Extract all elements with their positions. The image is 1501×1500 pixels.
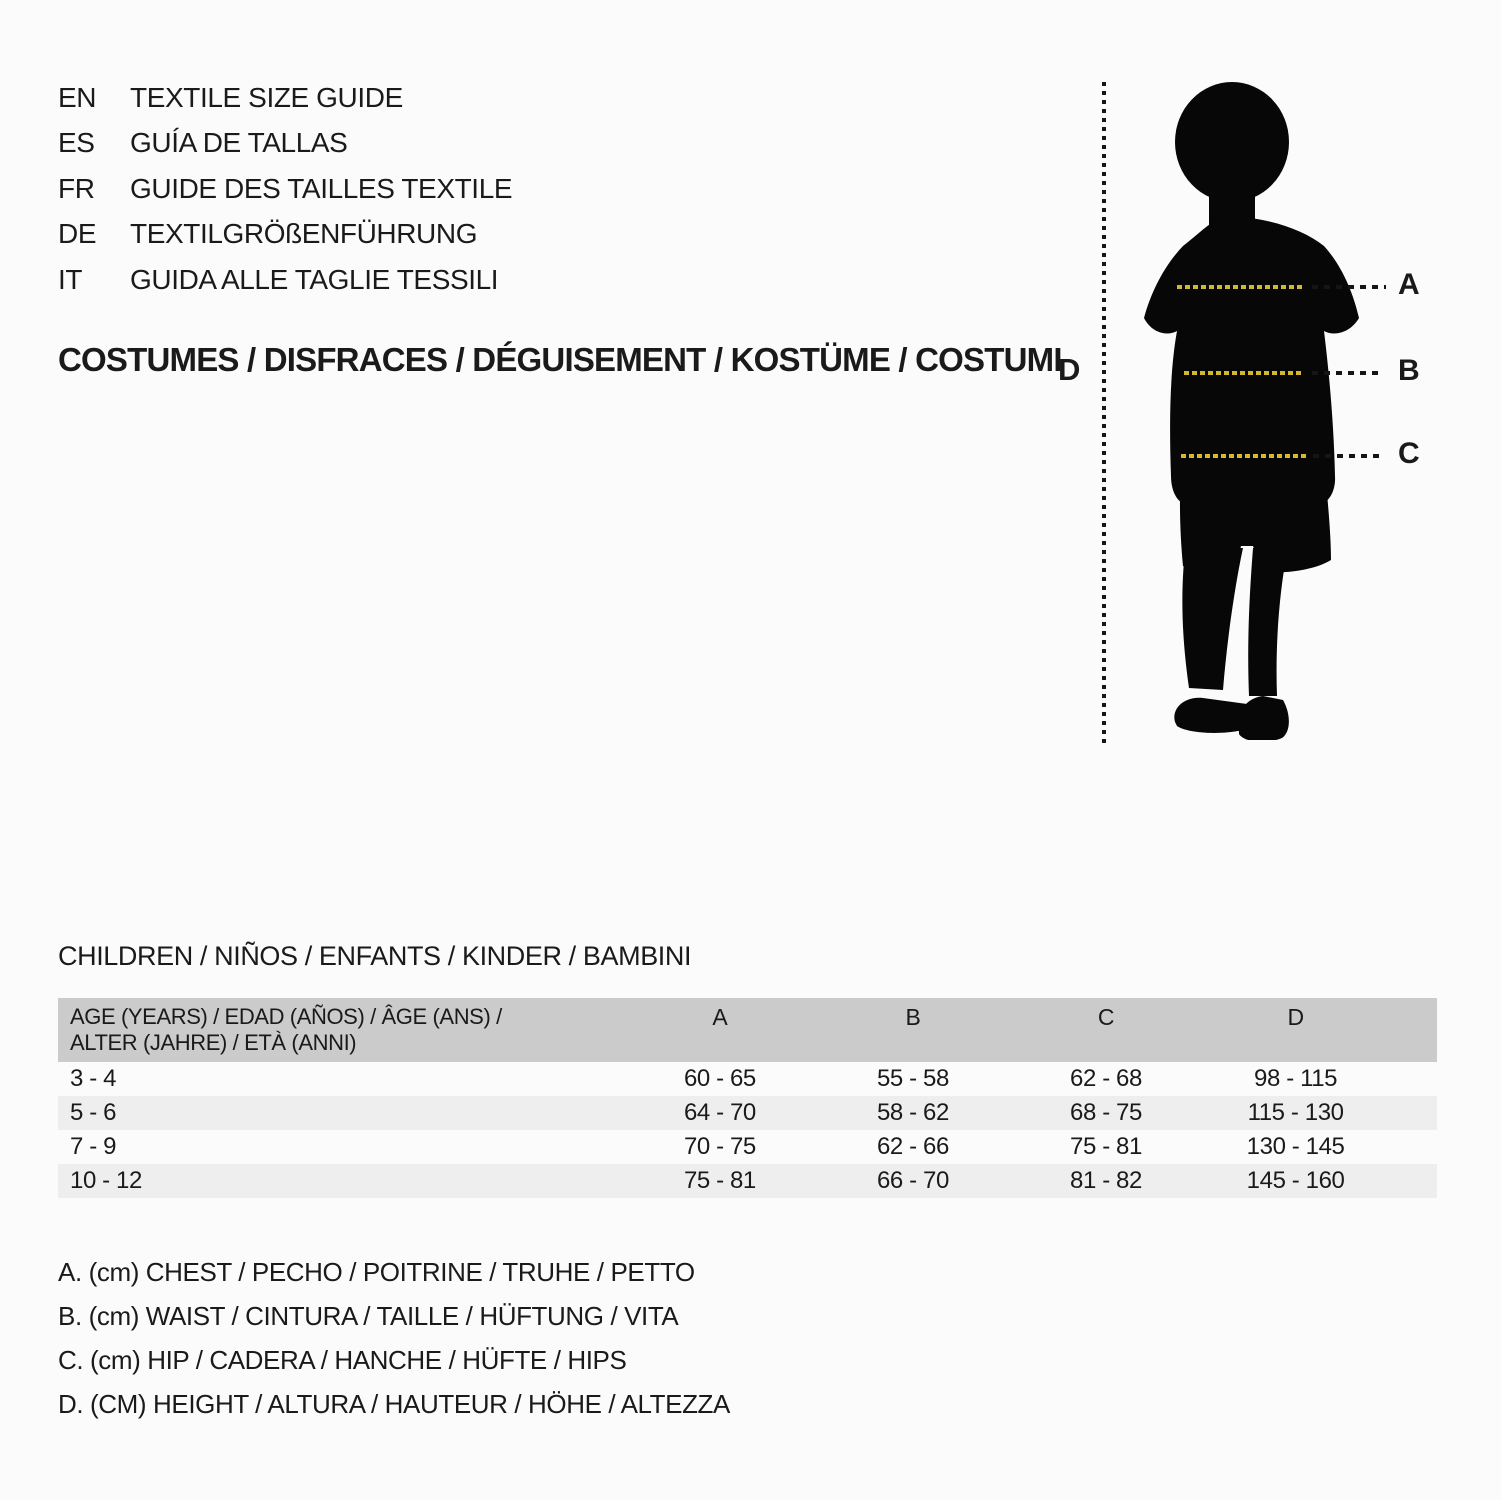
height-cell: 115 - 130 [1247, 1099, 1344, 1126]
language-title-list [58, 75, 512, 303]
table-header-row [58, 998, 1437, 1062]
row-spacer [1389, 1164, 1437, 1198]
language-code: EN [58, 81, 97, 113]
age-cell: 7 - 9 [70, 1133, 117, 1160]
age-cell: 3 - 4 [70, 1065, 117, 1092]
hip-cell: 62 - 68 [1070, 1065, 1142, 1092]
language-code: FR [58, 172, 95, 204]
guide-title-de: TEXTILGRÖßENFÜHRUNG [130, 218, 478, 250]
row-spacer [1389, 1096, 1437, 1130]
legend-hip: C. (cm) HIP / CADERA / HANCHE / HÜFTE / HIPS [58, 1345, 627, 1375]
chest-cell: 60 - 65 [683, 1065, 756, 1092]
table-row [58, 1062, 1437, 1096]
language-row-it [58, 257, 512, 303]
height-dotted-line [1102, 82, 1106, 745]
waist-dotted-leader [1312, 371, 1383, 375]
silhouette-left-leg [1182, 548, 1243, 690]
header-spacer [1389, 998, 1437, 1062]
silhouette-right-leg [1248, 548, 1287, 696]
age-column-header [58, 998, 623, 1062]
age-header-line1: AGE (YEARS) / EDAD (AÑOS) / ÂGE (ANS) / [70, 1004, 502, 1029]
column-header-b: B [905, 1004, 921, 1030]
column-header-a: A [712, 1004, 728, 1030]
language-code: DE [58, 218, 97, 250]
guide-title-en: TEXTILE SIZE GUIDE [130, 81, 403, 113]
waist-cell: 66 - 70 [876, 1167, 949, 1194]
language-row-es [58, 121, 512, 167]
waist-cell: 62 - 66 [876, 1133, 949, 1160]
measure-label-b: B [1398, 354, 1420, 387]
guide-title-it: GUIDA ALLE TAGLIE TESSILI [130, 263, 499, 295]
chest-cell: 70 - 75 [683, 1133, 756, 1160]
row-spacer [1389, 1130, 1437, 1164]
legend-waist: B. (cm) WAIST / CINTURA / TAILLE / HÜFTUNG / VITA [58, 1301, 679, 1331]
table-row [58, 1096, 1437, 1130]
silhouette-torso-arms [1144, 216, 1359, 505]
hip-cell: 68 - 75 [1070, 1099, 1142, 1126]
chest-dash-line [1177, 285, 1304, 289]
measure-legend [58, 1250, 730, 1426]
language-code: IT [58, 263, 83, 295]
measure-label-c: C [1398, 437, 1420, 470]
legend-height: D. (CM) HEIGHT / ALTURA / HAUTEUR / HÖHE / ALTEZZA [58, 1389, 730, 1419]
column-header-d: D [1287, 1004, 1304, 1030]
hip-dash-line [1181, 454, 1306, 458]
language-row-en [58, 75, 512, 121]
chest-cell: 75 - 81 [683, 1167, 756, 1194]
children-section-title: CHILDREN / NIÑOS / ENFANTS / KINDER / BAMBINI [58, 941, 692, 971]
age-cell: 10 - 12 [70, 1167, 142, 1194]
guide-title-es: GUÍA DE TALLAS [130, 127, 348, 159]
waist-cell: 58 - 62 [876, 1099, 949, 1126]
children-size-table [58, 998, 1437, 1198]
legend-chest: A. (cm) CHEST / PECHO / POITRINE / TRUHE / PETTO [58, 1257, 695, 1287]
silhouette-right-shoe [1238, 696, 1289, 740]
language-code: ES [58, 127, 95, 159]
guide-title-fr: GUIDE DES TAILLES TEXTILE [130, 172, 513, 204]
hip-cell: 81 - 82 [1070, 1167, 1142, 1194]
child-silhouette [1125, 80, 1385, 740]
height-cell: 98 - 115 [1254, 1065, 1338, 1092]
hip-cell: 75 - 81 [1070, 1133, 1142, 1160]
row-spacer [1389, 1062, 1437, 1096]
language-row-de [58, 212, 512, 258]
waist-dash-line [1184, 371, 1301, 375]
chest-cell: 64 - 70 [683, 1099, 756, 1126]
hip-dotted-leader [1313, 454, 1383, 458]
measure-label-d: D [1058, 352, 1080, 387]
waist-cell: 55 - 58 [876, 1065, 949, 1092]
age-cell: 5 - 6 [70, 1099, 117, 1126]
height-cell: 130 - 145 [1246, 1133, 1345, 1160]
age-header-line2: ALTER (JAHRE) / ETÀ (ANNI) [70, 1030, 357, 1055]
chest-dotted-leader [1312, 285, 1386, 289]
table-row [58, 1164, 1437, 1198]
language-row-fr [58, 166, 512, 212]
column-header-c: C [1097, 1004, 1115, 1030]
table-row [58, 1130, 1437, 1164]
category-title: COSTUMES / DISFRACES / DÉGUISEMENT / KOSTÜME / COSTUMI [58, 341, 1062, 378]
height-cell: 145 - 160 [1246, 1167, 1345, 1194]
measure-label-a: A [1398, 268, 1420, 301]
